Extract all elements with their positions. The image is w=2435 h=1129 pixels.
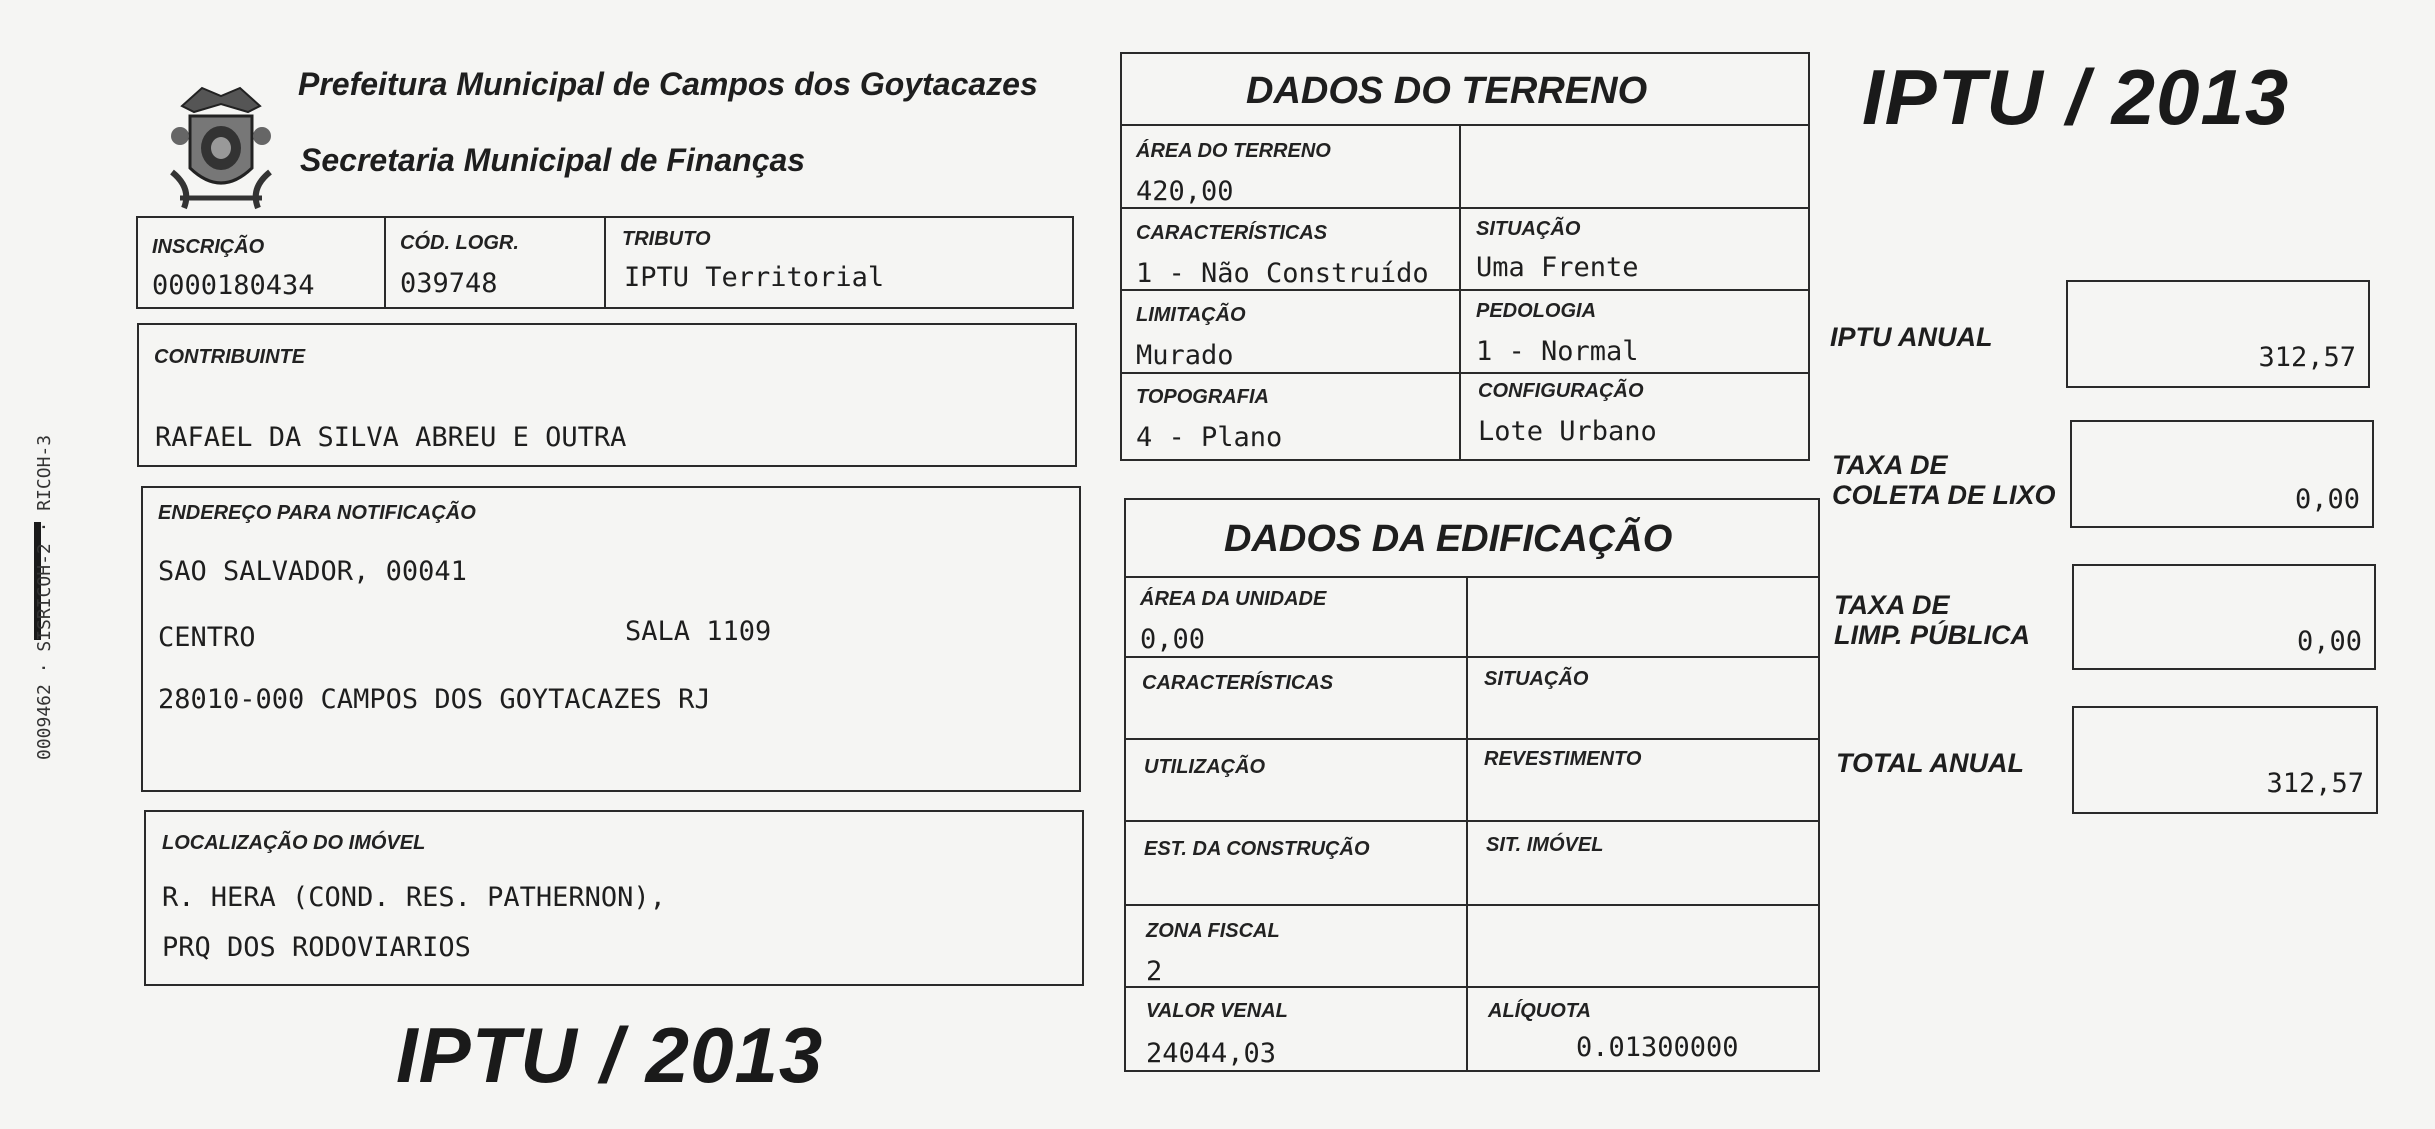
terreno-limitacao-label: LIMITAÇÃO [1136, 304, 1246, 326]
terreno-topografia-value: 4 - Plano [1136, 422, 1283, 453]
edificacao-aliquota-label: ALÍQUOTA [1488, 1000, 1591, 1022]
localizacao-line2: PRQ DOS RODOVIARIOS [162, 932, 471, 963]
endereco-city: 28010-000 CAMPOS DOS GOYTACAZES RJ [158, 684, 711, 715]
total-anual-label: TOTAL ANUAL [1836, 748, 2024, 778]
divider [1124, 656, 1820, 658]
edificacao-area-label: ÁREA DA UNIDADE [1140, 588, 1327, 610]
terreno-carac-label: CARACTERÍSTICAS [1136, 222, 1328, 244]
taxa-lixo-label-1: TAXA DE [1832, 450, 1948, 480]
terreno-carac-value: 1 - Não Construído [1136, 258, 1429, 289]
divider [384, 216, 386, 309]
divider [1459, 124, 1461, 461]
edificacao-area-value: 0,00 [1140, 624, 1206, 655]
endereco-label: ENDEREÇO PARA NOTIFICAÇÃO [158, 502, 476, 524]
taxa-lixo-value: 0,00 [2294, 484, 2360, 515]
cod-logr-value: 039748 [400, 268, 498, 299]
terreno-area-value: 420,00 [1136, 176, 1234, 207]
edificacao-est-label: EST. DA CONSTRUÇÃO [1144, 838, 1370, 860]
iptu-anual-label: IPTU ANUAL [1830, 322, 1993, 352]
terreno-pedologia-value: 1 - Normal [1476, 336, 1639, 367]
top-title: IPTU / 2013 [1862, 53, 2290, 141]
edificacao-venal-value: 24044,03 [1146, 1038, 1277, 1069]
edificacao-zona-label: ZONA FISCAL [1146, 920, 1280, 942]
iptu-anual-value: 312,57 [2258, 342, 2356, 373]
edificacao-zona-value: 2 [1146, 956, 1163, 987]
terreno-pedologia-label: PEDOLOGIA [1476, 300, 1597, 322]
terreno-situacao-label: SITUAÇÃO [1476, 218, 1581, 240]
divider [1120, 124, 1810, 126]
divider [1124, 820, 1820, 822]
divider [1124, 576, 1820, 578]
header-municipality: Prefeitura Municipal de Campos dos Goytacazes [298, 66, 1038, 102]
contribuinte-value: RAFAEL DA SILVA ABREU E OUTRA [155, 422, 627, 453]
edificacao-title: DADOS DA EDIFICAÇÃO [1224, 518, 1673, 560]
contribuinte-label: CONTRIBUINTE [154, 346, 306, 368]
divider [1120, 372, 1810, 374]
terreno-title: DADOS DO TERRENO [1246, 70, 1648, 112]
edificacao-sit-label: SIT. IMÓVEL [1486, 834, 1604, 856]
divider [1120, 289, 1810, 291]
terreno-limitacao-value: Murado [1136, 340, 1234, 371]
terreno-area-label: ÁREA DO TERRENO [1136, 140, 1331, 162]
divider [604, 216, 606, 309]
edificacao-revestimento-label: REVESTIMENTO [1484, 748, 1642, 770]
taxa-limp-value: 0,00 [2296, 626, 2362, 657]
total-anual-value: 312,57 [2266, 768, 2364, 799]
endereco-district: CENTRO [158, 622, 256, 653]
divider [1124, 986, 1820, 988]
edificacao-aliquota-value: 0.01300000 [1576, 1032, 1739, 1063]
header-secretariat: Secretaria Municipal de Finanças [300, 142, 806, 178]
terreno-situacao-value: Uma Frente [1476, 252, 1639, 283]
edificacao-carac-label: CARACTERÍSTICAS [1142, 672, 1334, 694]
divider [1466, 576, 1468, 1072]
localizacao-line1: R. HERA (COND. RES. PATHERNON), [162, 882, 666, 913]
edificacao-venal-label: VALOR VENAL [1146, 1000, 1288, 1022]
divider [1124, 738, 1820, 740]
endereco-box [141, 486, 1081, 792]
endereco-street: SAO SALVADOR, 00041 [158, 556, 467, 587]
bottom-title: IPTU / 2013 [396, 1011, 824, 1099]
side-print-code: 0009462 · SISRICOH-2 · RICOH-3 [34, 434, 55, 760]
tributo-value: IPTU Territorial [624, 262, 885, 293]
divider [1124, 904, 1820, 906]
edificacao-utilizacao-label: UTILIZAÇÃO [1144, 756, 1266, 778]
endereco-complement: SALA 1109 [625, 616, 772, 647]
terreno-config-label: CONFIGURAÇÃO [1478, 380, 1644, 402]
inscricao-label: INSCRIÇÃO [152, 236, 265, 258]
localizacao-label: LOCALIZAÇÃO DO IMÓVEL [162, 832, 426, 854]
terreno-topografia-label: TOPOGRAFIA [1136, 386, 1269, 408]
terreno-config-value: Lote Urbano [1478, 416, 1657, 447]
coat-of-arms-logo [162, 76, 280, 216]
inscricao-value: 0000180434 [152, 270, 315, 301]
cod-logr-label: CÓD. LOGR. [400, 232, 519, 254]
taxa-limp-label-2: LIMP. PÚBLICA [1834, 620, 2031, 650]
taxa-lixo-label-2: COLETA DE LIXO [1832, 480, 2056, 510]
edificacao-situacao-label: SITUAÇÃO [1484, 668, 1589, 690]
divider [1120, 207, 1810, 209]
tributo-label: TRIBUTO [622, 228, 711, 250]
taxa-limp-label-1: TAXA DE [1834, 590, 1950, 620]
